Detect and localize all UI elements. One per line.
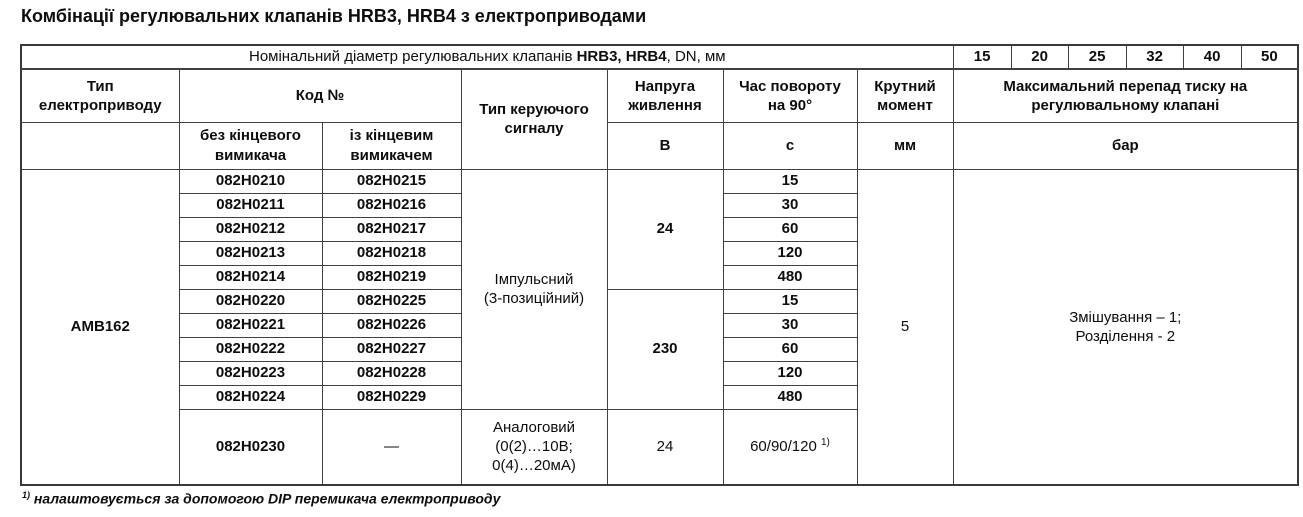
col-header-torque: Крутний момент <box>857 69 953 122</box>
col-header-code: Код № <box>179 69 461 122</box>
col-header-actuator-type: Тип електроприводу <box>21 69 179 122</box>
code-cell: 082H0227 <box>322 337 461 361</box>
signal-line1: Імпульсний <box>494 270 574 288</box>
code-cell: 082H0212 <box>179 217 322 241</box>
code-cell: 082H0210 <box>179 169 322 193</box>
time-cell: 60 <box>723 217 857 241</box>
actuator-type-cell: AMB162 <box>21 169 179 485</box>
analog-signal-line3: 0(4)…20мА) <box>492 457 576 475</box>
unit-cell-voltage: В <box>607 122 723 169</box>
code-cell: 082H0230 <box>179 409 322 485</box>
actuator-type-empty-cell <box>21 122 179 169</box>
torque-cell: 5 <box>857 169 953 485</box>
code-cell: 082H0225 <box>322 289 461 313</box>
time-value: 60/90/120 <box>750 438 817 456</box>
time-cell: 60 <box>723 337 857 361</box>
footnote <box>22 490 500 507</box>
col-header-time <box>723 69 857 122</box>
code-cell: 082H0215 <box>322 169 461 193</box>
pressure-line2: Розділення - 2 <box>1075 327 1176 345</box>
unit-cell-time: с <box>723 122 857 169</box>
time-cell: 120 <box>723 241 857 265</box>
signal-cell <box>461 169 607 409</box>
footnote-sup: 1) <box>22 490 31 500</box>
time-cell: 15 <box>723 169 857 193</box>
footnote-text: налаштовується за допомогою DIP перемикача електроприводу <box>30 490 501 507</box>
time-cell: 15 <box>723 289 857 313</box>
code-cell: 082H0219 <box>322 265 461 289</box>
time-cell: 480 <box>723 385 857 409</box>
valve-actuator-combinations-table <box>20 44 1299 486</box>
dn-size-cell: 15 <box>953 45 1011 69</box>
voltage-cell: 230 <box>607 289 723 409</box>
dn-header-row <box>21 45 1298 69</box>
analog-signal-line1: Аналоговий <box>492 418 576 436</box>
page-title: Комбінації регулювальних клапанів HRB3, HRB4 з електроприводами <box>21 6 647 26</box>
code-cell: 082H0216 <box>322 193 461 217</box>
code-cell-dash: — <box>322 409 461 485</box>
dn-header-cell <box>21 45 953 69</box>
code-cell: 082H0220 <box>179 289 322 313</box>
col-header-pressure-line2: регулювальному клапані <box>1031 96 1220 114</box>
pressure-cell <box>953 169 1298 485</box>
pressure-line1: Змішування – 1; <box>1069 308 1182 326</box>
time-cell: 480 <box>723 265 857 289</box>
time-cell-analog <box>723 409 857 485</box>
code-cell: 082H0224 <box>179 385 322 409</box>
col-header-signal: Тип керуючого сигналу <box>461 69 607 169</box>
time-cell: 30 <box>723 313 857 337</box>
col-header-time-line1: Час повороту <box>739 77 841 95</box>
code-cell: 082H0217 <box>322 217 461 241</box>
time-cell: 120 <box>723 361 857 385</box>
signal-cell-analog <box>461 409 607 485</box>
col-header-voltage: Напруга живлення <box>607 69 723 122</box>
code-cell: 082H0213 <box>179 241 322 265</box>
dn-size-cell: 25 <box>1068 45 1126 69</box>
code-cell: 082H0228 <box>322 361 461 385</box>
code-cell: 082H0211 <box>179 193 322 217</box>
voltage-cell: 24 <box>607 169 723 289</box>
col-header-time-line2: на 90° <box>767 96 813 114</box>
code-cell: 082H0218 <box>322 241 461 265</box>
col-header-code-with-switch: із кінцевим вимикачем <box>322 122 461 169</box>
dn-size-cell: 20 <box>1011 45 1068 69</box>
dn-header-prefix: Номінальний діаметр регулювальних клапанів <box>248 48 577 66</box>
dn-header-suffix: , DN, мм <box>666 48 726 66</box>
unit-cell-pressure: бар <box>953 122 1298 169</box>
col-header-pressure-line1: Максимальний перепад тиску на <box>1003 77 1248 95</box>
voltage-cell: 24 <box>607 409 723 485</box>
code-cell: 082H0226 <box>322 313 461 337</box>
col-header-pressure <box>953 69 1298 122</box>
code-cell: 082H0223 <box>179 361 322 385</box>
header-row-main <box>21 69 1298 122</box>
dn-size-cell: 50 <box>1241 45 1298 69</box>
header-row-units <box>21 122 1298 169</box>
code-cell: 082H0222 <box>179 337 322 361</box>
footnote-marker: 1) <box>821 437 830 449</box>
dn-size-cell: 32 <box>1126 45 1183 69</box>
code-cell: 082H0221 <box>179 313 322 337</box>
code-cell: 082H0229 <box>322 385 461 409</box>
analog-signal-line2: (0(2)…10В; <box>495 438 573 456</box>
col-header-code-no-switch: без кінцевого вимикача <box>179 122 322 169</box>
dn-size-cell: 40 <box>1183 45 1241 69</box>
code-cell: 082H0214 <box>179 265 322 289</box>
signal-line2: (3-позиційний) <box>483 290 585 307</box>
dn-header-bold: HRB3, HRB4 <box>576 48 667 66</box>
table-row <box>21 169 1298 193</box>
time-cell: 30 <box>723 193 857 217</box>
unit-cell-torque: мм <box>857 122 953 169</box>
